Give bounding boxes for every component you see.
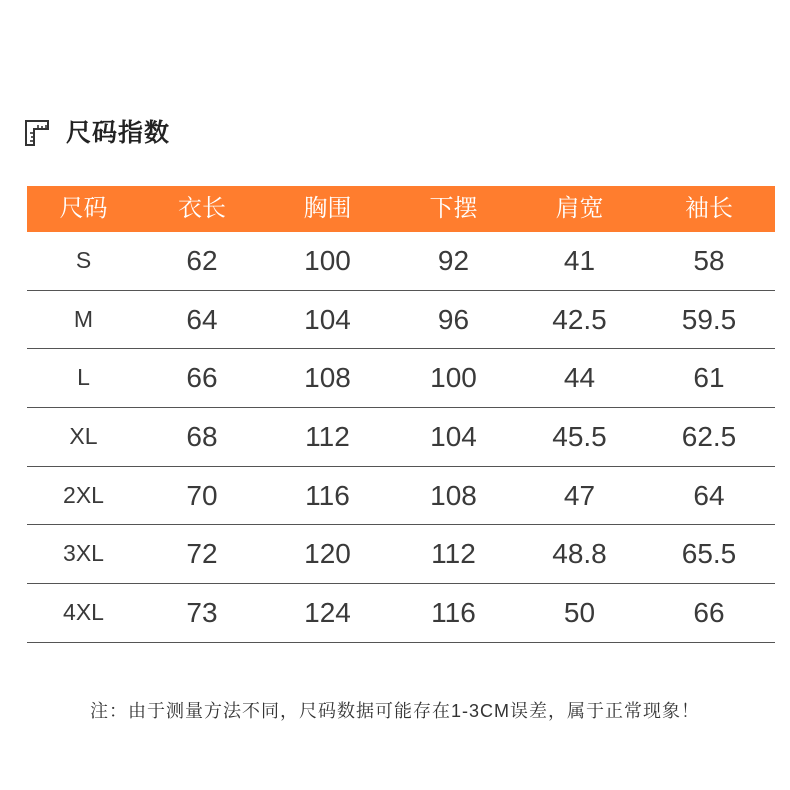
hem-cell: 92 — [437, 245, 470, 276]
header-shoulder: 肩宽 — [555, 195, 604, 222]
shoulder-cell: 45.5 — [552, 421, 607, 453]
sleeve-cell: 58 — [693, 245, 725, 276]
header-hem: 下摆 — [429, 195, 478, 222]
measurement-note: 注：由于测量方法不同，尺码数据可能存在1-3CM误差，属于正常现象！ — [89, 701, 700, 721]
table-row — [27, 291, 775, 350]
header-sleeve: 袖长 — [685, 195, 733, 222]
shoulder-cell: 48.8 — [552, 538, 607, 570]
chest-cell: 104 — [304, 303, 351, 335]
hem-cell: 96 — [437, 303, 470, 335]
sleeve-cell: 66 — [693, 597, 725, 629]
size-cell: 4XL — [63, 599, 104, 626]
chest-cell: 116 — [305, 479, 350, 511]
table-row — [27, 525, 775, 584]
size-cell: L — [77, 364, 90, 391]
chest-cell: 124 — [304, 597, 351, 629]
sleeve-cell: 62.5 — [681, 421, 737, 453]
table-row — [27, 584, 775, 643]
shoulder-cell: 42.5 — [552, 303, 607, 335]
hem-cell: 108 — [430, 479, 477, 511]
sleeve-cell: 59.5 — [681, 303, 737, 335]
chest-cell: 112 — [305, 421, 350, 453]
size-cell: 3XL — [63, 540, 104, 567]
length-cell: 62 — [186, 245, 218, 276]
header-chest: 胸围 — [303, 195, 352, 222]
shoulder-cell: 50 — [563, 597, 596, 629]
hem-cell: 112 — [431, 538, 476, 570]
sleeve-cell: 61 — [693, 362, 725, 394]
length-cell: 64 — [186, 303, 218, 335]
length-cell: 66 — [186, 362, 218, 394]
shoulder-cell: 47 — [563, 479, 596, 511]
page-title-row — [24, 117, 170, 149]
size-cell: S — [75, 247, 92, 273]
length-cell: 70 — [186, 479, 218, 511]
ruler-icon — [24, 119, 50, 147]
header-length: 衣长 — [178, 195, 226, 222]
table-header-row — [27, 186, 775, 232]
table-row — [27, 349, 775, 408]
length-cell: 73 — [186, 597, 218, 629]
length-cell: 72 — [186, 538, 218, 570]
hem-cell: 100 — [430, 362, 477, 394]
shoulder-cell: 41 — [563, 245, 596, 276]
size-chart-table — [27, 186, 775, 643]
table-row — [27, 408, 775, 467]
hem-cell: 116 — [431, 597, 476, 629]
size-cell: M — [73, 305, 94, 332]
chest-cell: 100 — [304, 245, 351, 276]
shoulder-cell: 44 — [563, 362, 596, 394]
table-row — [27, 232, 775, 291]
length-cell: 68 — [186, 421, 218, 453]
sleeve-cell: 64 — [693, 479, 725, 511]
page-title: 尺码指数 — [66, 119, 171, 147]
size-cell: 2XL — [63, 481, 104, 508]
size-cell: XL — [69, 423, 98, 450]
header-size: 尺码 — [59, 195, 108, 222]
sleeve-cell: 65.5 — [681, 538, 737, 570]
hem-cell: 104 — [430, 421, 477, 453]
chest-cell: 108 — [304, 362, 351, 394]
table-row — [27, 467, 775, 526]
chest-cell: 120 — [304, 538, 351, 570]
